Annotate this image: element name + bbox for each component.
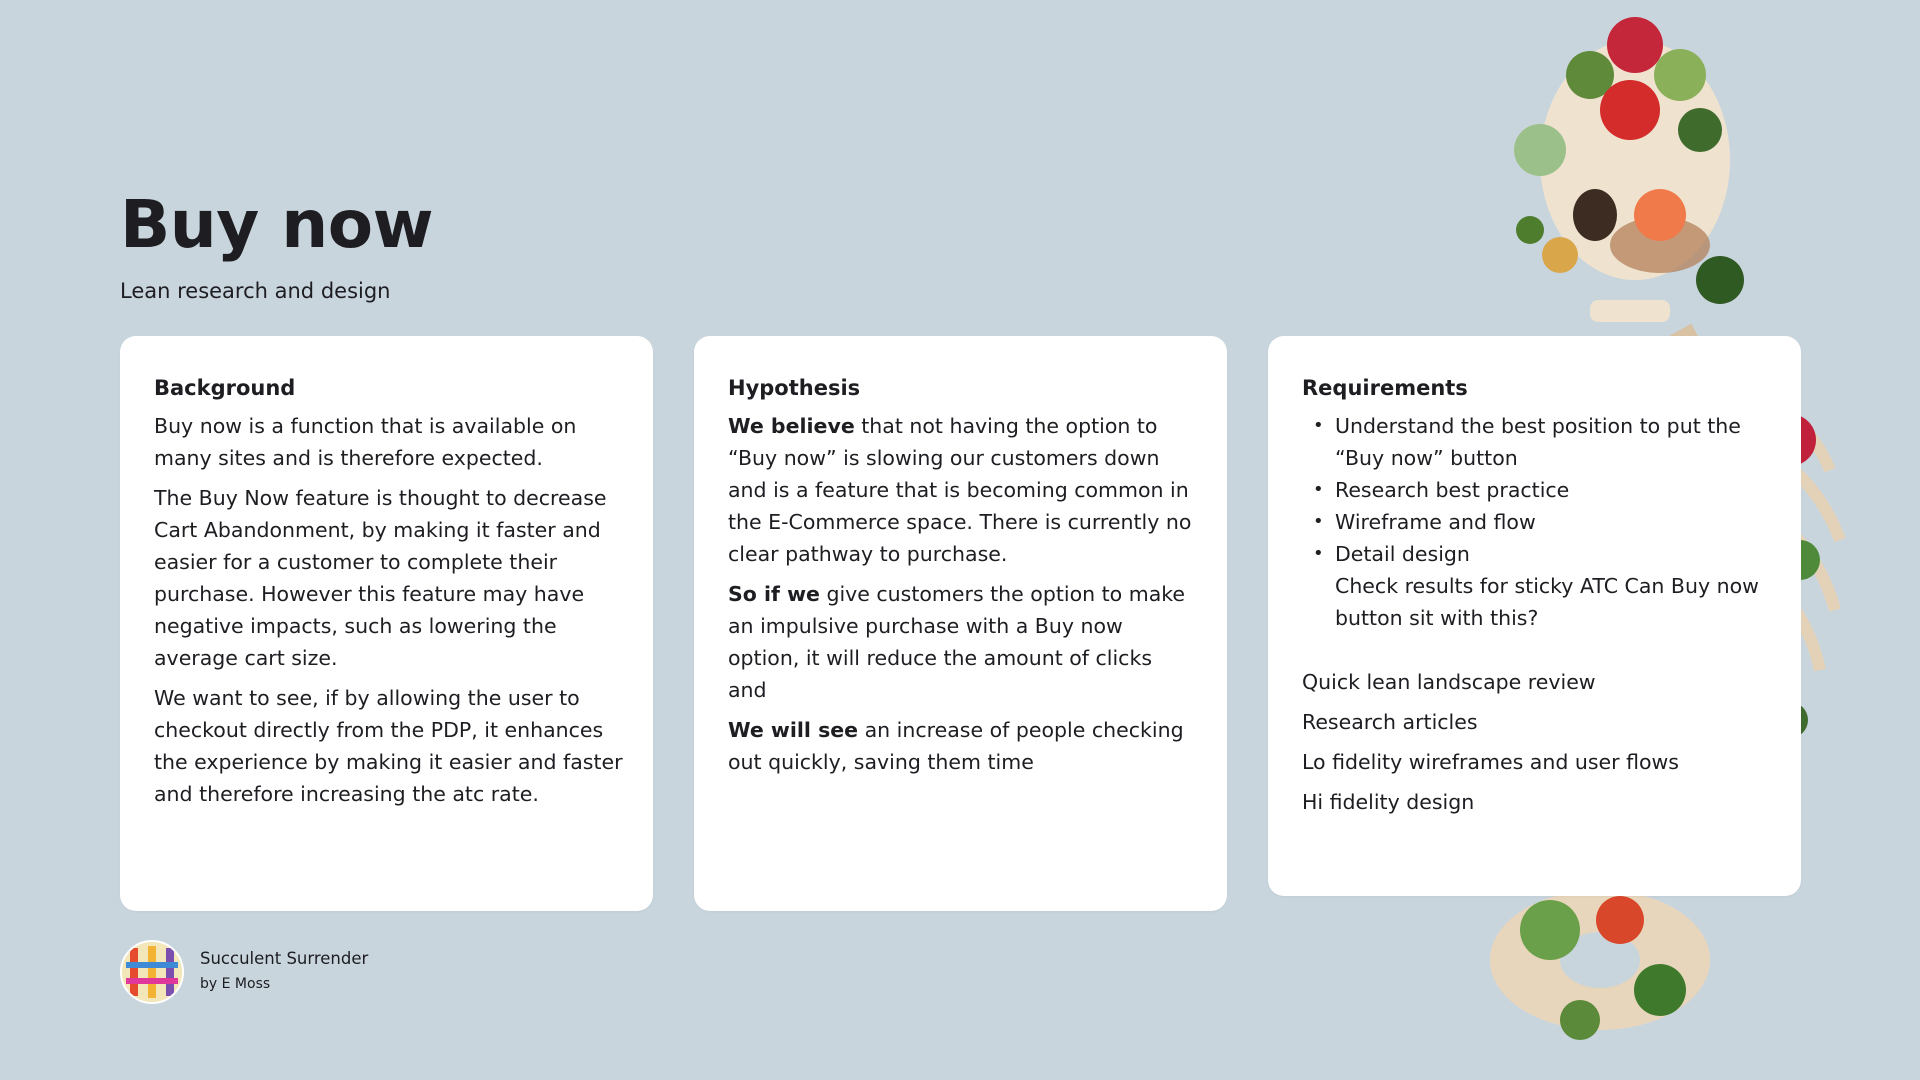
author-project-name: Succulent Surrender — [200, 949, 369, 968]
step-item: Lo fidelity wireframes and user flows — [1302, 750, 1679, 774]
hypothesis-so-if-text: give customers the option to make an impulsive purchase with a Buy now option, it will reduce the amount of clicks and — [728, 582, 1186, 702]
page-title: Buy now — [120, 186, 434, 263]
bullet-icon: • — [1313, 479, 1324, 500]
page-subtitle: Lean research and design — [120, 279, 391, 303]
hypothesis-card — [694, 336, 1227, 911]
author-byline: by E Moss — [200, 976, 271, 992]
requirements-list — [1302, 410, 1771, 634]
background-paragraph-3: We want to see, if by allowing the user to checkout directly from the PDP, it enhances the experience by making it easier and faster and therefore increasing the atc rate. — [154, 686, 623, 806]
hypothesis-paragraph-3 — [728, 714, 1197, 778]
bullet-icon: • — [1313, 415, 1324, 436]
step-item: Hi fidelity design — [1302, 790, 1475, 814]
hypothesis-paragraph-1 — [728, 410, 1197, 570]
hypothesis-will-see-text: an increase of people checking out quickly, saving them time — [728, 718, 1184, 774]
hypothesis-heading: Hypothesis — [728, 376, 861, 400]
hypothesis-so-if-label: So if we — [728, 582, 820, 606]
bullet-icon: • — [1313, 543, 1324, 564]
hypothesis-paragraph-2 — [728, 578, 1197, 706]
list-item: • Understand the best position to put the “Buy now” button — [1335, 410, 1771, 474]
background-card — [120, 336, 653, 911]
background-heading: Background — [154, 376, 296, 400]
background-paragraph-2: The Buy Now feature is thought to decrease Cart Abandonment, by making it faster and easier for a customer to complete their purchase. However this feature may have negative impacts, such as lowering the average cart size. — [154, 486, 607, 670]
avatar — [120, 940, 184, 1004]
list-item: • Wireframe and flow — [1335, 506, 1771, 538]
step-item: Quick lean landscape review — [1302, 670, 1596, 694]
requirements-card — [1268, 336, 1801, 896]
hypothesis-believe-label: We believe — [728, 414, 855, 438]
background-paragraph-1: Buy now is a function that is available on many sites and is therefore expected. — [154, 414, 577, 470]
hypothesis-believe-text: that not having the option to “Buy now” is slowing our customers down and is a feature that is becoming common in the E-Commerce space. There is currently no clear pathway to purchase. — [728, 414, 1192, 566]
list-item: • Research best practice — [1335, 474, 1771, 506]
bullet-icon: • — [1313, 511, 1324, 532]
requirements-heading: Requirements — [1302, 376, 1468, 400]
author-logo-icon — [122, 942, 182, 1002]
detail-design-note: Check results for sticky ATC Can Buy now button sit with this? — [1335, 574, 1759, 630]
list-item: • Detail design — [1335, 538, 1771, 570]
hypothesis-will-see-label: We will see — [728, 718, 859, 742]
step-item: Research articles — [1302, 710, 1478, 734]
